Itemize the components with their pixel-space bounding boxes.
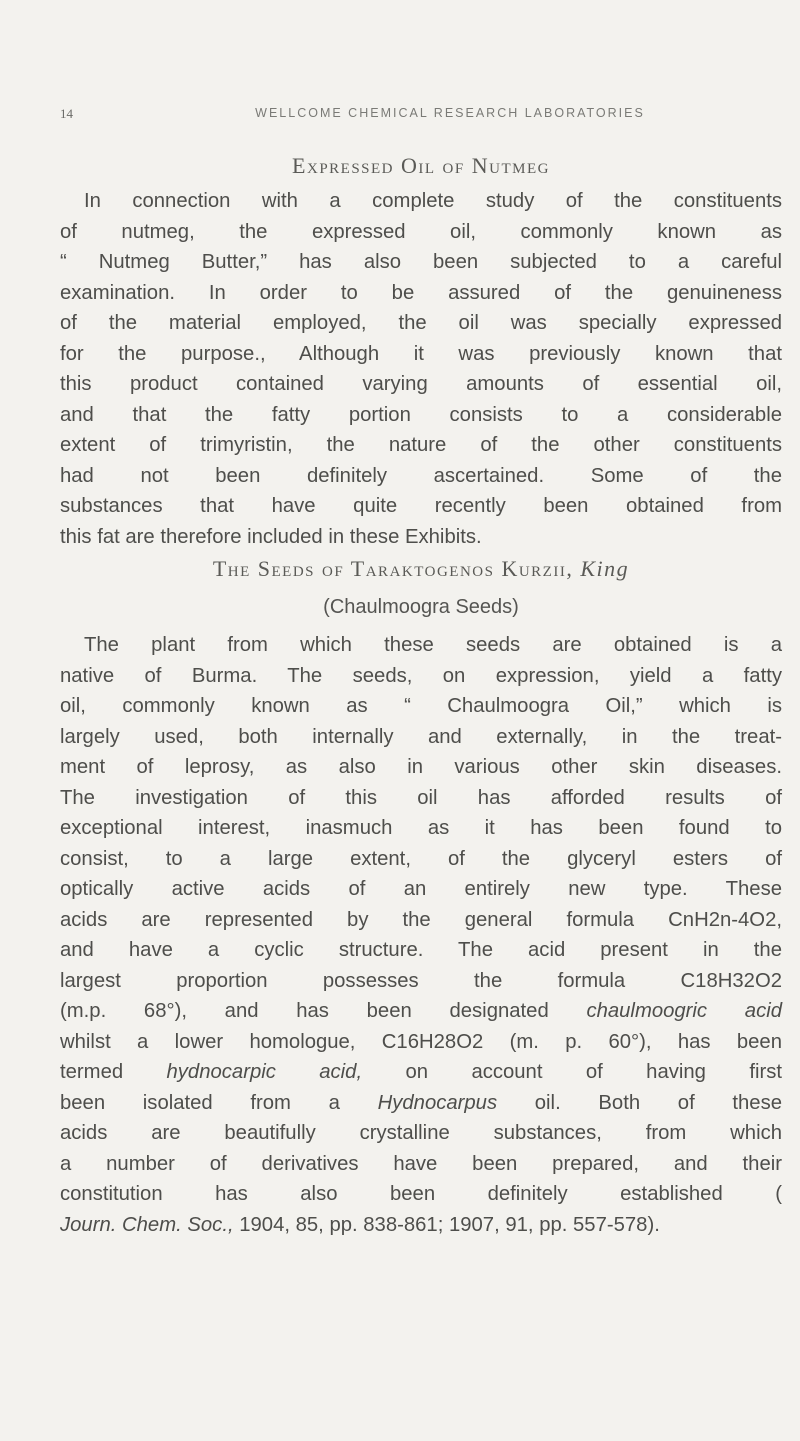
text-line: of nutmeg, the expressed oil, commonly known as	[60, 220, 782, 243]
citation-line	[60, 1210, 782, 1241]
text-line: had not been definitely ascertained. Some of the	[60, 464, 782, 487]
text-line: substances that have quite recently been obtained from	[60, 495, 782, 517]
text-line: constitution has also been definitely established (	[60, 1183, 782, 1205]
italic-term: hydnocarpic acid,	[166, 1061, 363, 1083]
heading-author: King	[580, 556, 630, 581]
italic-term: chaulmoogric acid	[586, 1000, 782, 1022]
text-fragment: acids are represented by the general formula	[60, 908, 669, 931]
text-line: The investigation of this oil has afforded results of	[60, 786, 782, 809]
chemical-formula: C16H28O2	[381, 1030, 484, 1053]
text-fragment: termed	[60, 1061, 167, 1083]
text-line	[60, 905, 782, 936]
journal-name: Journ. Chem. Soc.,	[60, 1213, 234, 1236]
citation-details: 1904, 85, pp. 838-861; 1907, 91, pp. 557-578).	[233, 1213, 660, 1236]
italic-term: Hydnocarpus	[377, 1091, 498, 1114]
text-line	[60, 1057, 782, 1088]
text-fragment: (m.p. 68°), and has been designated	[60, 1000, 587, 1022]
text-fragment: on account of having first	[362, 1061, 782, 1083]
text-line: optically active acids of an entirely new type. These	[60, 878, 782, 900]
chemical-formula: CnH2n-4O2,	[668, 908, 782, 931]
text-line: oil, commonly known as “ Chaulmoogra Oil,” which is	[60, 695, 782, 717]
text-fragment: oil. Both of these	[497, 1091, 782, 1114]
text-line: and have a cyclic structure. The acid present in the	[60, 939, 782, 961]
text-line: The plant from which these seeds are obtained is a	[84, 634, 782, 656]
text-fragment: (m. p. 60°), has been	[483, 1030, 782, 1053]
running-head	[60, 106, 780, 126]
chemical-formula: C18H32O2	[680, 969, 782, 992]
text-line: acids are beautifully crystalline substances, from which	[60, 1122, 782, 1144]
paragraph-chaulmoogra	[60, 630, 782, 1240]
section-heading-chaulmoogra	[60, 556, 782, 582]
text-line: of the material employed, the oil was specially expressed	[60, 312, 782, 334]
running-head-title: WELLCOME CHEMICAL RESEARCH LABORATORIES	[255, 106, 645, 120]
text-fragment: been isolated from a	[60, 1091, 378, 1114]
text-line: consist, to a large extent, of the glyceryl esters of	[60, 847, 782, 870]
text-line: this fat are therefore included in these Exhibits.	[60, 525, 482, 548]
book-page	[60, 0, 782, 1441]
text-line: and that the fatty portion consists to a considerable	[60, 403, 782, 426]
text-line	[60, 996, 782, 1027]
text-line: ment of leprosy, as also in various other skin diseases.	[60, 756, 782, 778]
paragraph-nutmeg	[60, 186, 782, 552]
text-fragment: largest proportion possesses the formula	[60, 969, 681, 992]
text-line	[60, 1027, 782, 1058]
section-heading-nutmeg: Expressed Oil of Nutmeg	[292, 153, 550, 178]
text-line: for the purpose., Although it was previously known that	[60, 342, 782, 365]
heading-title: The Seeds of Taraktogenos Kurzii,	[212, 556, 574, 581]
text-line: In connection with a complete study of the constituents	[84, 190, 782, 212]
text-line: exceptional interest, inasmuch as it has been found to	[60, 817, 782, 839]
text-line	[60, 966, 782, 997]
text-line: “ Nutmeg Butter,” has also been subjected to a careful	[60, 251, 782, 273]
page-number: 14	[60, 106, 73, 121]
text-line	[60, 1088, 782, 1119]
text-line: examination. In order to be assured of the genuineness	[60, 281, 782, 304]
text-line: largely used, both internally and externally, in the treat-	[60, 725, 782, 748]
text-fragment: whilst a lower homologue,	[60, 1030, 382, 1053]
text-line: native of Burma. The seeds, on expression, yield a fatty	[60, 664, 782, 687]
text-line: extent of trimyristin, the nature of the other constituents	[60, 434, 782, 456]
section-subheading: (Chaulmoogra Seeds)	[323, 596, 519, 618]
text-line: this product contained varying amounts of essential oil,	[60, 373, 782, 395]
text-line: a number of derivatives have been prepared, and their	[60, 1152, 782, 1175]
